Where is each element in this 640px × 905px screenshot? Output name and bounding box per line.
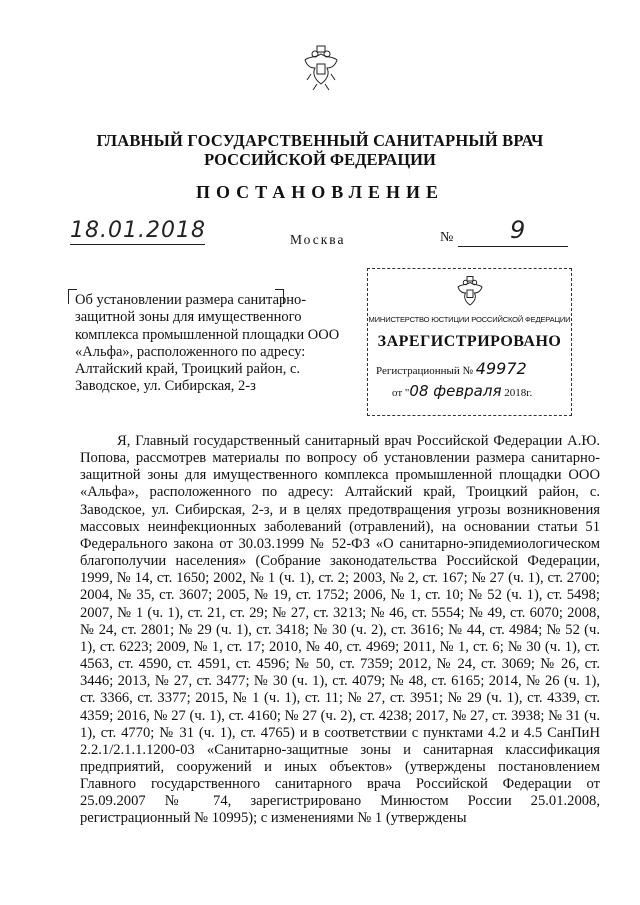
reg-date-year: 2018г. [504, 387, 533, 399]
document-date [70, 218, 205, 248]
reg-date-prefix: от " [392, 387, 410, 399]
coat-of-arms-icon [452, 275, 488, 311]
issuer-title: ГЛАВНЫЙ ГОСУДАРСТВЕННЫЙ САНИТАРНЫЙ ВРАЧ [96, 131, 544, 150]
document-type: ПОСТАНОВЛЕНИЕ [195, 182, 445, 202]
number-label: № [440, 230, 454, 245]
date-underline [70, 244, 205, 245]
issuer-title-country: РОССИЙСКОЙ ФЕДЕРАЦИИ [204, 150, 436, 169]
stamp-registered: ЗАРЕГИСТРИРОВАНО [377, 333, 562, 350]
document-subject: Об установлении размера санитарно-защитной зоны для имущественного комплекса промышленной площадки ООО «Альфа», расположенного по адресу: Алтайский край, Троицкий район, с. Заводское, ул. Сибирская, 2-з [75, 292, 340, 395]
reg-number-label: Регистрационный № [376, 365, 474, 377]
stamp-reg-number [376, 359, 527, 378]
reg-number-value: 49972 [475, 359, 527, 378]
registration-stamp [367, 268, 572, 416]
reg-date-value: 08 февраля [409, 382, 502, 400]
document-number: 9 [510, 216, 526, 244]
coat-of-arms-icon [297, 44, 345, 92]
number-underline [458, 246, 568, 247]
body-paragraph: Я, Главный государственный санитарный врач Российской Федерации А.Ю. Попова, рассмотрев материалы по вопросу об установлении размера санитарно-защитной зоны для имущественного комплекса промышленной площадки ООО «Альфа», расположенного по адресу: Алтайский край, Троицкий район, с. Заводское, ул. Сибирская, 2-з, и в целях предотвращения угрозы возникновения массовых неинфекционных заболеваний (отравлений), на основании статьи 51 Федерального закона от 30.03.1999 № 52-ФЗ «О санитарно-эпидемиологическом благополучии населения» (Собрание законодательства Российской Федерации, 1999, № 14, ст. 1650; 2002, № 1 (ч. 1), ст. 2; 2003, № 2, ст. 167; № 27 (ч. 1), ст. 2700; 2004, № 35, ст. 3607; 2005, № 19, ст. 1752; 2006, № 1, ст. 10; № 52 (ч. 1), ст. 5498; 2007, № 1 (ч. 1), ст. 21, ст. 29; № 27, ст. 3213; № 46, ст. 5554; № 49, ст. 6070; 2008, № 24, ст. 2801; № 29 (ч. 1), ст. 3418; № 30 (ч. 2), ст. 3616; № 44, ст. 4984; № 52 (ч. 1), ст. 6223; 2009, № 1, ст. 17; 2010, № 40, ст. 4969; 2011, № 1, ст. 6; № 30 (ч. 1), ст. 4563, ст. 4590, ст. 4591, ст. 4596; № 50, ст. 7359; 2012, № 24, ст. 3069; № 26, ст. 3446; 2013, № 27, ст. 3477; № 30 (ч. 1), ст. 4079; № 48, ст. 6165; 2014, № 26 (ч. 1), ст. 3366, ст. 3377; 2015, № 1 (ч. 1), ст. 11; № 27, ст. 3951; № 29 (ч. 1), ст. 4339, ст. 4359; 2016, № 27 (ч. 1), ст. 4160; № 27 (ч. 2), ст. 4238; 2017, № 27, ст. 3938; № 31 (ч. 1), ст. 4770; № 31 (ч. 1), ст. 4765) и в соответствии с пунктами 4.2 и 4.5 СанПиН 2.2.1/2.1.1.1200-03 «Санитарно-защитные зоны и санитарная классификация предприятий, сооружений и иных объектов» (утверждены постановлением Главного государственного санитарного врача Российской Федерации от 25.09.2007 № 74, зарегистрировано Минюстом России 25.01.2008, регистрационный № 10995); с изменениями № 1 (утверждены [80, 433, 600, 827]
date-value: 18.01.2018 [70, 218, 206, 243]
document-body [80, 433, 600, 828]
stamp-ministry: МИНИСТЕРСТВО ЮСТИЦИИ РОССИЙСКОЙ ФЕДЕРАЦИИ [368, 315, 571, 324]
city: Москва [290, 232, 346, 247]
stamp-reg-date [392, 382, 532, 400]
